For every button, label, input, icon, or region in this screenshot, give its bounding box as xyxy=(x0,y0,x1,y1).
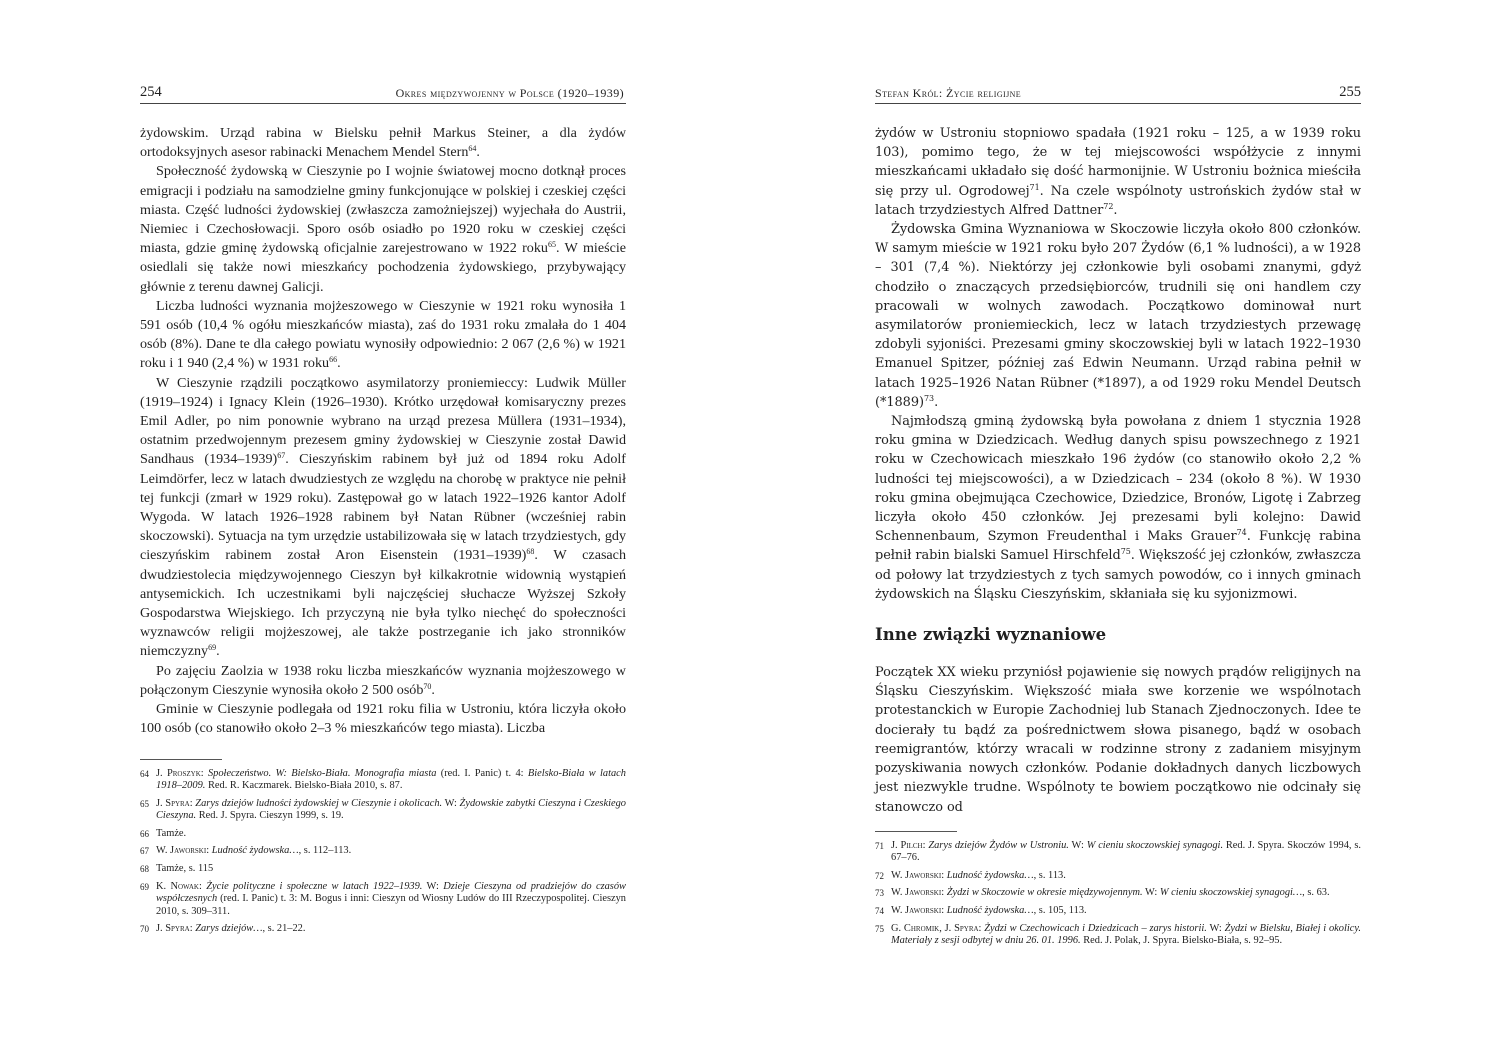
footnote: 70 J. Spyra: Zarys dziejów…, s. 21–22. xyxy=(140,923,306,935)
paragraph: żydowskim. Urząd rabina w Bielsku pełnił Markus Steiner, a dla żydów ortodoksyjnych asesor rabinacki Menachem Mendel Stern$^{64}$. xyxy=(140,125,626,161)
footnote: 66 Tamże. xyxy=(140,827,187,839)
paragraph: Liczba ludności wyznania mojżeszowego w Cieszynie w 1921 roku wynosiła 1 591 osób (10,4 % ogółu mieszkańców miasta), zaś do 1931 roku zmalała do 1 404 osób (8%). Dane te dla całego powiatu wynosiły odpowiednio: 2 067 (2,6 %) w 1921 roku i 1 940 (2,4 %) w 1931 roku$^{66}$. xyxy=(140,297,626,372)
paragraph: Najmłodszą gminą żydowską była powołana z dniem 1 stycznia 1928 roku gmina w Dziedzicach. Według danych spisu powszechnego z 1921 roku w Czechowicach mieszkało 196 żydów (co stanowiło około 2,2 % ludności tej miejscowości), a w Dziedzicach – 234 (około 8 %). W 1930 roku gmina obejmująca Czechowice, Dziedzice, Bronów, Ligotę i Zabrzeg liczyła około 450 członków. Jej prezesami byli kolejno: Dawid Schennenbaum, Szymon Freudenthal i Maks Grauer$^{74}$. Funkcję rabina pełnił rabin bialski Samuel Hirschfeld$^{75}$. Większość jej członków, zwłaszcza od połowy lat trzydziestych z tych samych powodów, co i innych gminach żydowskich na Śląsku Cieszyńskim, skłaniała się ku syjonizmowi. xyxy=(875,414,1361,602)
footnote-ref[interactable]: 71 xyxy=(1029,182,1040,192)
page-number: 254 xyxy=(140,84,162,100)
footnote: 72 W. Jaworski: Ludność żydowska…, s. 113. xyxy=(875,869,1066,881)
footnote-divider xyxy=(875,831,957,832)
running-head: Okres międzywojenny w Polsce (1920–1939) xyxy=(395,86,624,100)
footnote: 64 J. Proszyk: Społeczeństwo. W: Bielsko-Biała. Monografia miasta (red. I. Panic) t. 4: Bielsko-Biała w latach 1918–2009. Red. R. Kaczmarek. Bielsko-Biała 2010, s. 87. xyxy=(140,767,626,792)
left-page-header xyxy=(140,84,626,104)
right-page-header xyxy=(875,84,1361,104)
paragraph: Społeczność żydowską w Cieszynie po I wojnie światowej mocno dotknął proces emigracji i podziału na samodzielne gminy funkcjonujące w polskiej i czeskiej części miasta. Część ludności żydowskiej (zwłaszcza zamożniejszej) wyjechała do Austrii, Niemiec i Czechosłowacji. Sporo osób osiadło po 1920 roku w czeskiej części miasta, gdzie gminę żydowską oficjalnie zarejestrowano w 1922 roku$^{65}$. W mieście osiedlali się także nowi mieszkańcy pochodzenia żydowskiego, przybywający głównie z terenu dawnej Galicji. xyxy=(140,163,626,295)
footnote: 71 J. Pilch: Zarys dziejów Żydów w Ustroniu. W: W cieniu skoczowskiej synagogi. Red. J. Spyra. Skoczów 1994, s. 67–76. xyxy=(875,839,1361,864)
footnote-ref[interactable]: 72 xyxy=(1103,201,1114,211)
running-head: Stefan Król: Życie religijne xyxy=(875,86,1022,100)
footnote-divider xyxy=(140,759,222,760)
footnotes xyxy=(875,840,1361,948)
right-page xyxy=(875,84,1361,953)
footnote: 75 G. Chromik, J. Spyra: Żydzi w Czechowicach i Dziedzicach – zarys historii. W: Żydzi w Bielsku, Białej i okolicy. Materiały z sesji odbytej w dniu 26. 01. 1996. Red. J. Polak, J. Spyra. Bielsko-Biała, s. 92–95. xyxy=(875,922,1361,947)
footnote: 68 Tamże, s. 115 xyxy=(140,863,214,875)
section-heading: Inne związki wyznaniowe xyxy=(875,625,1107,645)
paragraph: Żydowska Gmina Wyznaniowa w Skoczowie liczyła około 800 członków. W samym mieście w 1921 roku było 207 Żydów (6,1 % ludności), a w 1928 – 301 (7,4 %). Niektórzy jej członkowie byli osobami znanymi, gdyż chodziło o znaczących przedsiębiorców, trudnili się oni handlem czy pracowali w wolnych zawodach. Początkowo dominował nurt asymilatorów proniemieckich, lecz w latach trzydziestych przewagę zdobyli syjoniści. Prezesami gminy skoczowskiej byli w latach 1922–1930 Emanuel Spitzer, później zaś Edwin Neumann. Urząd rabina pełnił w latach 1925–1926 Natan Rübner (*1897), a od 1929 roku Mendel Deutsch $(*1889)^{73}$. xyxy=(875,222,1361,410)
right-page-body xyxy=(875,124,1361,817)
footnote: 73 W. Jaworski: Żydzi w Skoczowie w okresie międzywojennym. W: W cieniu skoczowskiej synagogi…, s. 63. xyxy=(875,887,1330,899)
footnote: 69 K. Nowak: Życie polityczne i społeczne w latach 1922–1939. W: Dzieje Cieszyna od pradziejów do czasów współczesnych (red. I. Panic) t. 3: M. Bogus i inni: Cieszyn od Wiosny Ludów do III Rzeczypospolitej. Cieszyn 2010, s. 309–311. xyxy=(140,880,626,917)
left-page-body xyxy=(140,124,626,739)
left-page xyxy=(140,84,626,941)
footnote-ref[interactable]: 68 xyxy=(526,547,535,557)
paragraph: Gminie w Cieszynie podlegała od 1921 roku filia w Ustroniu, która liczyła około 100 osób (co stanowiło około 2–3 % mieszkańców tego miasta). Liczba xyxy=(140,701,626,737)
paragraph: żydów w Ustroniu stopniowo spadała (1921 roku – 125, a w 1939 roku 103), pomimo tego, że w tej miejscowości współżycie z innymi mieszkańcami układało się dość harmonijnie. W Ustroniu bożnica mieściła się przy ul. Ogrodowej$^{71}$. Na czele wspólnoty ustrońskich żydów stał w latach trzydziestych Alfred Dattner$^{72}$. xyxy=(875,126,1361,218)
footnote-ref[interactable]: 69 xyxy=(208,643,217,653)
footnote-ref[interactable]: 70 xyxy=(423,681,432,691)
footnote-ref[interactable]: 67 xyxy=(277,451,286,461)
page-number: 255 xyxy=(1339,84,1361,100)
footnote-ref[interactable]: 65 xyxy=(547,240,556,250)
footnote: 67 W. Jaworski: Ludność żydowska…, s. 112–113. xyxy=(140,845,352,857)
footnotes xyxy=(140,768,626,937)
footnote-ref[interactable]: 66 xyxy=(329,355,338,365)
footnote: 74 W. Jaworski: Ludność żydowska…, s. 105, 113. xyxy=(875,905,1087,917)
paragraph: W Cieszynie rządzili początkowo asymilatorzy proniemieccy: Ludwik Müller (1919–1924) i Ignacy Klein (1926–1930). Krótko urzędował komisaryczny prezes Emil Adler, po nim ponownie wybrano na urząd prezesa Müllera (1931–1934), ostatnim przedwojennym prezesem gminy żydowskiej w Cieszynie został Dawid Sandhaus (1934–1939)$^{67}$. Cieszyńskim rabinem był już od 1894 roku Adolf Leimdörfer, lecz w latach dwudziestych ze względu na chorobę w praktyce nie pełnił tej funkcji (zmarł w 1929 roku). Zastępował go w latach 1922–1926 kantor Adolf Wygoda. W latach 1926–1928 rabinem był Natan Rübner (wcześniej rabin skoczowski). Sytuacja na tym urzędzie ustabilizowała się w latach trzydziestych, gdy cieszyńskim rabinem został Aron Eisenstein (1931–1939)$^{68}$. W czasach dwudziestolecia międzywojennego Cieszyn był kilkakrotnie widownią wystąpień antysemickich. Ich uczestnikami byli najczęściej słuchacze Wyższej Szkoły Gospodarstwa Wiejskiego. Ich przyczyną nie była tylko niechęć do społeczności wyznawców religii mojżeszowej, ale także postrzeganie ich jako stronników niemczyzny$^{69}$. xyxy=(140,374,626,660)
footnote: 65 J. Spyra: Zarys dziejów ludności żydowskiej w Cieszynie i okolicach. W: Żydowskie zabytki Cieszyna i Czeskiego Cieszyna. Red. J. Spyra. Cieszyn 1999, s. 19. xyxy=(140,797,626,822)
footnote-ref[interactable]: 75 xyxy=(1120,547,1131,557)
footnote-ref[interactable]: 74 xyxy=(1236,528,1247,538)
footnote-ref[interactable]: 73 xyxy=(923,393,935,403)
footnote-ref[interactable]: 64 xyxy=(468,144,477,154)
paragraph: Początek XX wieku przyniósł pojawienie się nowych prądów religijnych na Śląsku Cieszyńskim. Większość miała swe korzenie we wspólnotach protestanckich w Europie Zachodniej lub Stanach Zjednoczonych. Idee te docierały tu bądź za pośrednictwem słowa pisanego, bądź w osobach reemigrantów, którzy wracali w rodzinne strony z zadaniem misyjnym pozyskiwania nowych członków. Podanie dokładnych danych liczbowych jest niezwykle trudne. Wspólnoty te bowiem początkowo nie odcinały się stanowczo od xyxy=(875,665,1361,815)
paragraph: Po zajęciu Zaolzia w 1938 roku liczba mieszkańców wyznania mojżeszowego w połączonym Cieszynie wynosiła około 2 500 osób$^{70}$. xyxy=(140,662,626,698)
